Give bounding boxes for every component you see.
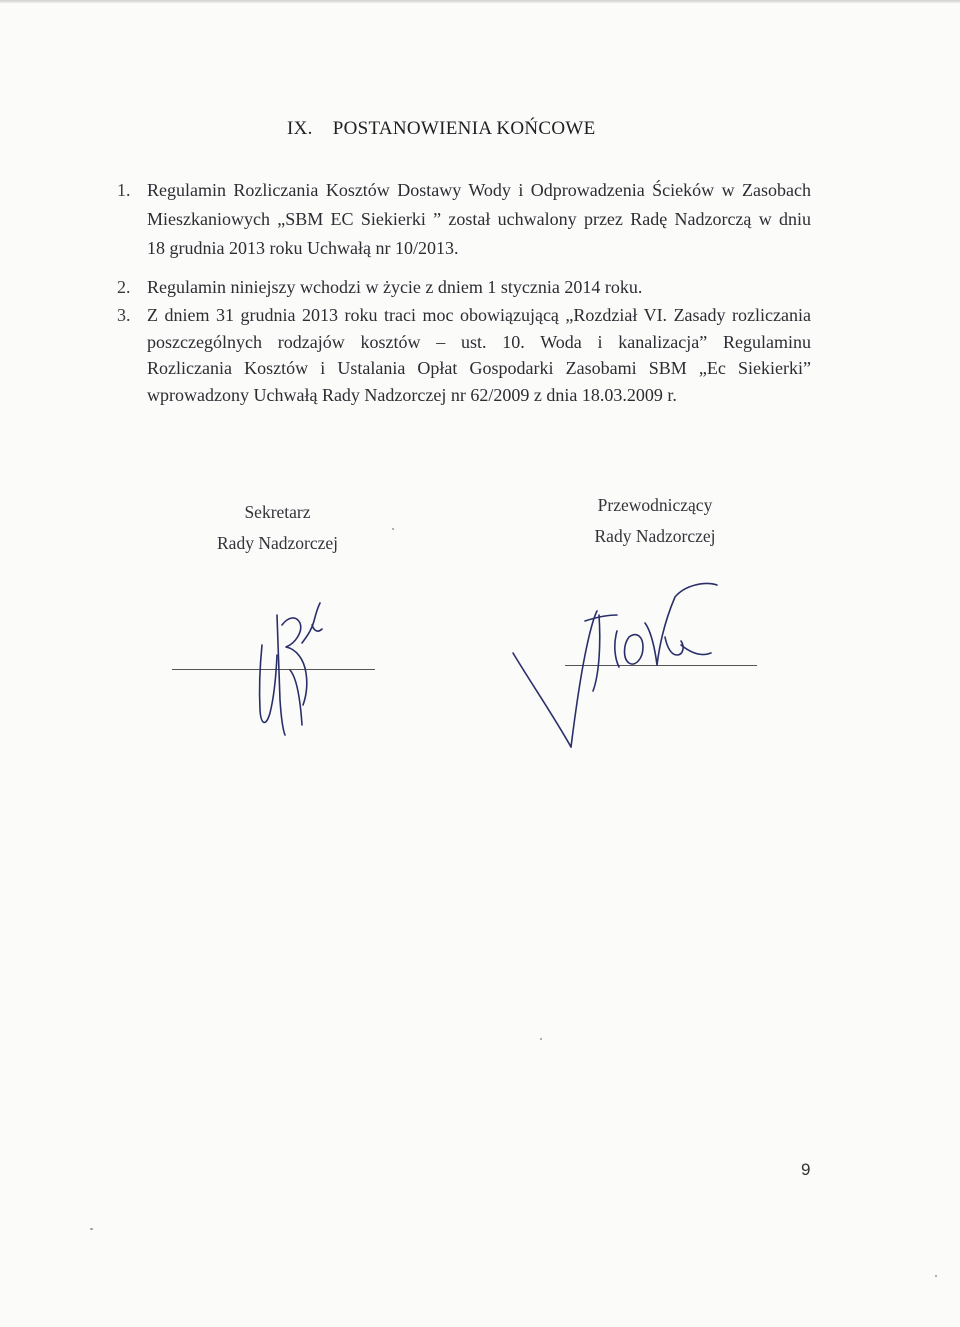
item-number-1: 1.	[117, 180, 131, 200]
signature-block-left	[180, 497, 375, 559]
item-3-line-4: wprowadzony Uchwałą Rady Nadzorczej nr 62/2009 z dnia 18.03.2009 r.	[147, 385, 677, 405]
right-signatory-role: Przewodniczący	[597, 495, 713, 515]
item-3-line-2: poszczególnych rodzajów kosztów – ust. 10. Woda i kanalizacja” Regulaminu	[147, 332, 811, 352]
left-signatory-role: Sekretarz	[244, 502, 311, 522]
scan-speck	[540, 1038, 542, 1040]
section-number: IX.	[287, 118, 313, 139]
item-3-line-1: Z dniem 31 grudnia 2013 roku traci moc obowiązującą „Rozdział VI. Zasady rozliczania	[147, 305, 811, 325]
right-signatory-body: Rady Nadzorczej	[594, 526, 716, 546]
section-title: POSTANOWIENIA KOŃCOWE	[332, 118, 596, 139]
scan-speck	[935, 1275, 937, 1277]
item-1-line-2: Mieszkaniowych „SBM EC Siekierki ” został uchwalony przez Radę Nadzorczą w dniu	[147, 209, 811, 229]
signature-right-image	[505, 575, 725, 760]
section-heading	[287, 118, 596, 140]
page-number: 9	[801, 1160, 811, 1179]
item-number-3: 3.	[117, 305, 131, 325]
item-2-line-1: Regulamin niniejszy wchodzi w życie z dniem 1 stycznia 2014 roku.	[147, 277, 643, 297]
left-signatory-body: Rady Nadzorczej	[217, 533, 338, 553]
item-1-line-3: 18 grudnia 2013 roku Uchwałą nr 10/2013.	[147, 238, 459, 258]
item-1-line-1: Regulamin Rozliczania Kosztów Dostawy Wody i Odprowadzenia Ścieków w Zasobach	[147, 180, 811, 200]
signature-block-right	[555, 490, 755, 552]
scan-speck	[90, 1228, 93, 1230]
item-3-line-3: Rozliczania Kosztów i Ustalania Opłat Gospodarki Zasobami SBM „Ec Siekierki”	[147, 358, 811, 378]
scan-speck	[392, 528, 394, 530]
signature-left-image	[230, 585, 340, 745]
item-number-2: 2.	[117, 277, 131, 297]
scan-top-edge	[0, 0, 960, 3]
